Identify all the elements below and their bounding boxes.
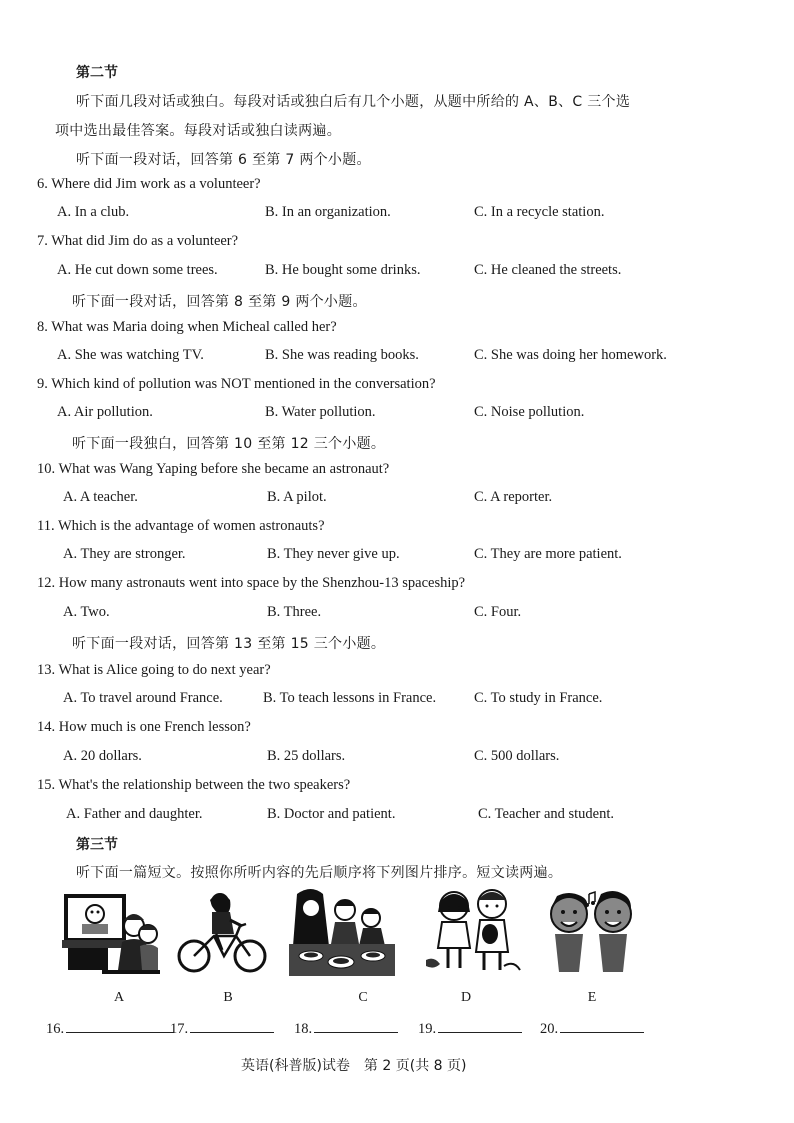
q10-option-c[interactable]: C. A reporter. (474, 489, 553, 505)
prompt-dialogue-1: 听下面一段对话，回答第 6 至第 7 两个小题。 (76, 152, 371, 168)
question-10: 10. What was Wang Yaping before she became an astronaut? (37, 461, 390, 477)
blank-line-19[interactable] (438, 1018, 522, 1033)
section2-instruction-line2: 项中选出最佳答案。每段对话或独白读两遍。 (55, 123, 341, 139)
answer-blank-19[interactable] (418, 1018, 522, 1038)
answer-blank-20[interactable] (540, 1018, 644, 1038)
q9-option-b[interactable]: B. Water pollution. (265, 404, 376, 420)
q12-option-b[interactable]: B. Three. (267, 604, 322, 620)
girl-riding-bicycle-icon (176, 890, 268, 978)
q9-option-a[interactable]: A. Air pollution. (57, 404, 153, 420)
children-with-dog-icon (424, 886, 522, 978)
q15-option-a[interactable]: A. Father and daughter. (66, 806, 203, 822)
q7-option-c[interactable]: C. He cleaned the streets. (474, 262, 622, 278)
girls-singing-icon (543, 888, 641, 978)
blank-line-17[interactable] (190, 1018, 274, 1033)
prompt-monologue-3: 听下面一段独白，回答第 10 至第 12 三个小题。 (72, 436, 386, 452)
question-15: 15. What's the relationship between the two speakers? (37, 777, 351, 793)
picture-label-c: C (358, 990, 368, 1005)
question-13: 13. What is Alice going to do next year? (37, 662, 271, 678)
q7-option-a[interactable]: A. He cut down some trees. (57, 262, 218, 278)
prompt-dialogue-4: 听下面一段对话，回答第 13 至第 15 三个小题。 (72, 636, 386, 652)
section2-instruction-line1: 听下面几段对话或独白。每段对话或独白后有几个小题，从题中所给的 A、B、C 三个选 (76, 94, 631, 110)
q11-option-a[interactable]: A. They are stronger. (63, 546, 186, 562)
blank-line-18[interactable] (314, 1018, 398, 1033)
page-footer: 英语(科普版)试卷 第 2 页(共 8 页) (241, 1058, 467, 1074)
prompt-dialogue-2: 听下面一段对话，回答第 8 至第 9 两个小题。 (72, 294, 367, 310)
question-9: 9. Which kind of pollution was NOT mentioned in the conversation? (37, 376, 436, 392)
q11-option-c[interactable]: C. They are more patient. (474, 546, 622, 562)
q6-option-c[interactable]: C. In a recycle station. (474, 204, 605, 220)
picture-label-d: D (460, 990, 472, 1005)
question-8: 8. What was Maria doing when Micheal called her? (37, 319, 337, 335)
q10-option-a[interactable]: A. A teacher. (63, 489, 138, 505)
question-6: 6. Where did Jim work as a volunteer? (37, 176, 261, 192)
q15-option-c[interactable]: C. Teacher and student. (478, 806, 615, 822)
q8-option-c[interactable]: C. She was doing her homework. (474, 347, 667, 363)
question-11: 11. Which is the advantage of women astronauts? (37, 518, 325, 534)
q9-option-c[interactable]: C. Noise pollution. (474, 404, 585, 420)
q12-option-a[interactable]: A. Two. (63, 604, 110, 620)
section2-title: 第二节 (76, 65, 118, 81)
q13-option-b[interactable]: B. To teach lessons in France. (263, 690, 437, 706)
q8-option-b[interactable]: B. She was reading books. (265, 347, 419, 363)
family-watching-tv-icon (62, 890, 160, 976)
q6-option-b[interactable]: B. In an organization. (265, 204, 391, 220)
blank-line-20[interactable] (560, 1018, 644, 1033)
section3-instruction: 听下面一篇短文。按照你所听内容的先后顺序将下列图片排序。短文读两遍。 (76, 865, 563, 881)
answer-blank-18[interactable] (294, 1018, 398, 1038)
question-14: 14. How much is one French lesson? (37, 719, 251, 735)
q11-option-b[interactable]: B. They never give up. (267, 546, 400, 562)
answer-blank-16[interactable] (46, 1018, 174, 1038)
question-7: 7. What did Jim do as a volunteer? (37, 233, 239, 249)
section3-title: 第三节 (76, 837, 118, 853)
q10-option-b[interactable]: B. A pilot. (267, 489, 327, 505)
picture-label-b: B (223, 990, 233, 1005)
q13-option-c[interactable]: C. To study in France. (474, 690, 603, 706)
picture-label-a: A (113, 990, 125, 1005)
family-dinner-icon (289, 886, 395, 978)
blank-number-18: 18. (294, 1021, 313, 1037)
blank-number-17: 17. (170, 1021, 189, 1037)
q14-option-b[interactable]: B. 25 dollars. (267, 748, 346, 764)
blank-line-16[interactable] (66, 1018, 174, 1033)
q6-option-a[interactable]: A. In a club. (57, 204, 130, 220)
answer-blank-17[interactable] (170, 1018, 274, 1038)
q14-option-c[interactable]: C. 500 dollars. (474, 748, 560, 764)
blank-number-16: 16. (46, 1021, 65, 1037)
blank-number-19: 19. (418, 1021, 437, 1037)
q12-option-c[interactable]: C. Four. (474, 604, 522, 620)
q15-option-b[interactable]: B. Doctor and patient. (267, 806, 396, 822)
q7-option-b[interactable]: B. He bought some drinks. (265, 262, 421, 278)
q8-option-a[interactable]: A. She was watching TV. (57, 347, 204, 363)
question-12: 12. How many astronauts went into space by the Shenzhou-13 spaceship? (37, 575, 466, 591)
q14-option-a[interactable]: A. 20 dollars. (63, 748, 142, 764)
picture-label-e: E (587, 990, 597, 1005)
blank-number-20: 20. (540, 1021, 559, 1037)
q13-option-a[interactable]: A. To travel around France. (63, 690, 223, 706)
